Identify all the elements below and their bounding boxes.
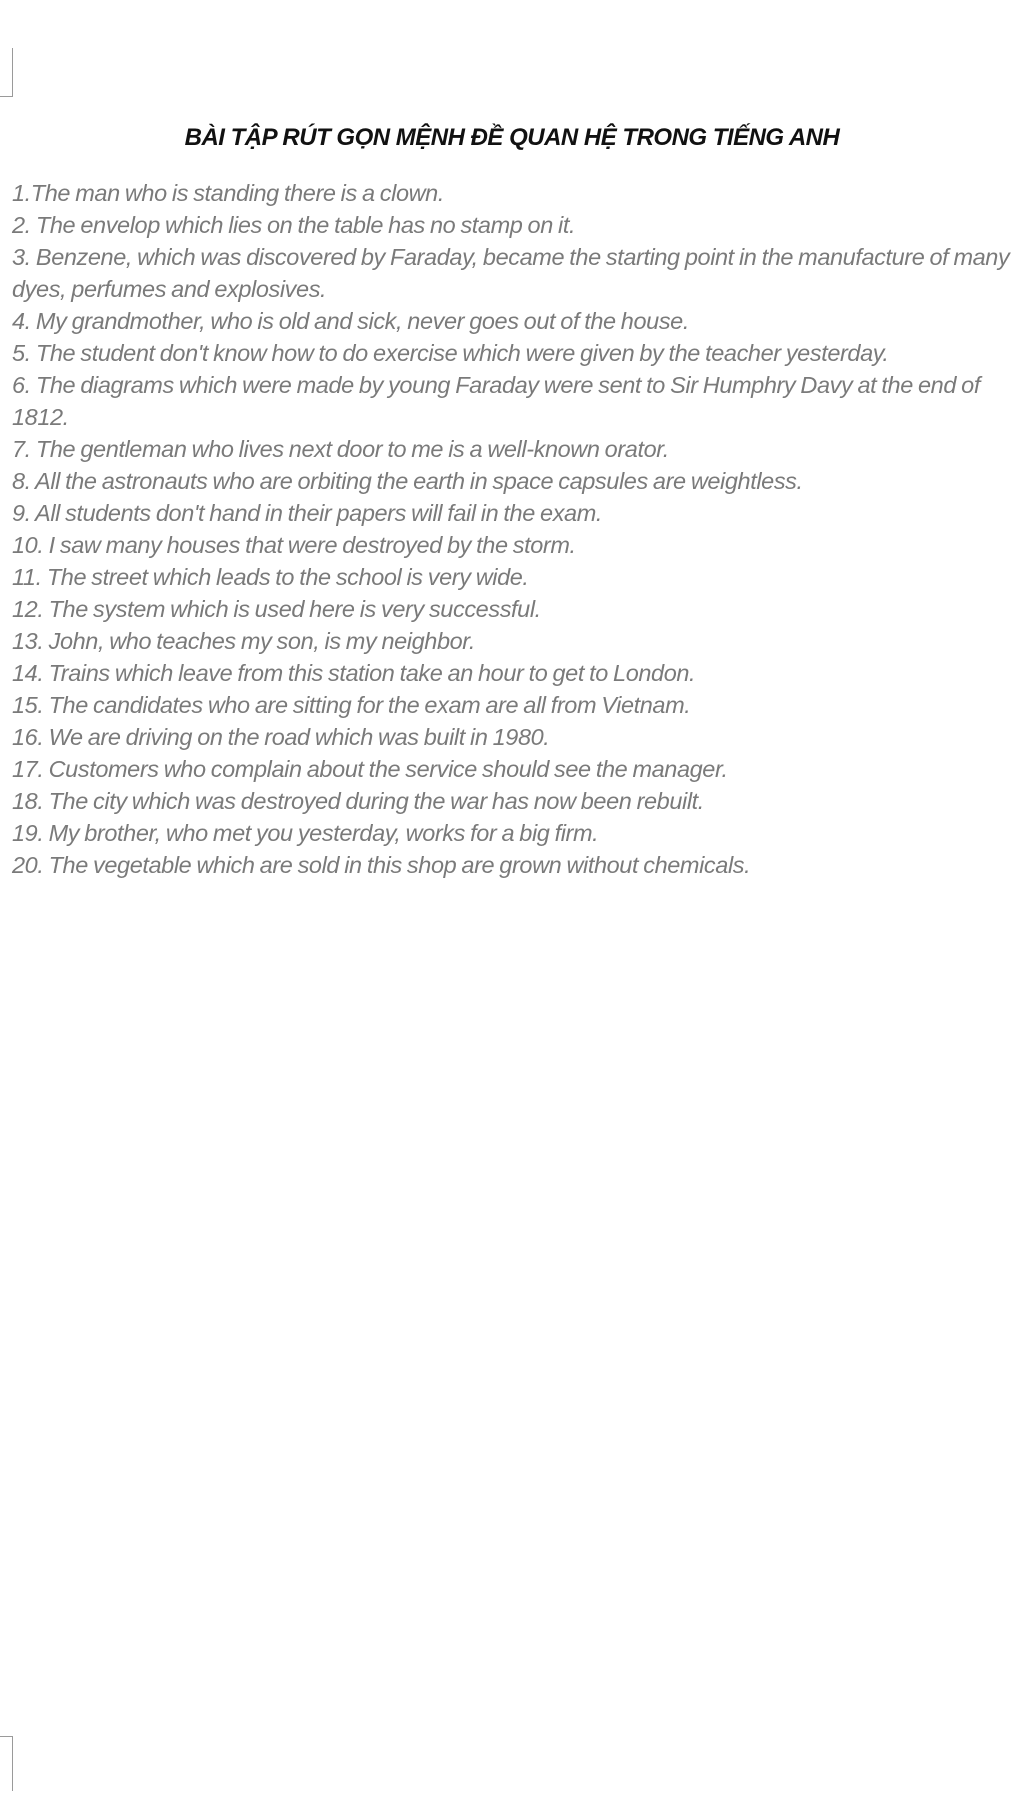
list-item: 13. John, who teaches my son, is my neighbor. <box>12 628 475 654</box>
list-item: 3. Benzene, which was discovered by Faraday, became the starting point in the manufacture of many dyes, perfumes and explosives. <box>12 244 1010 302</box>
list-item: 15. The candidates who are sitting for the exam are all from Vietnam. <box>12 692 691 718</box>
exercise-list <box>12 177 1016 881</box>
list-item: 16. We are driving on the road which was built in 1980. <box>12 724 550 750</box>
list-item: 1.The man who is standing there is a clown. <box>12 180 444 206</box>
list-item: 4. My grandmother, who is old and sick, never goes out of the house. <box>12 308 689 334</box>
list-item: 2. The envelop which lies on the table has no stamp on it. <box>12 212 576 238</box>
list-item: 5. The student don't know how to do exercise which were given by the teacher yesterday. <box>12 340 889 366</box>
list-item: 14. Trains which leave from this station take an hour to get to London. <box>12 660 696 686</box>
list-item: 20. The vegetable which are sold in this shop are grown without chemicals. <box>12 852 751 878</box>
list-item: 9. All students don't hand in their papers will fail in the exam. <box>12 500 603 526</box>
list-item: 12. The system which is used here is very successful. <box>12 596 541 622</box>
list-item: 19. My brother, who met you yesterday, works for a big firm. <box>12 820 599 846</box>
page-title: BÀI TẬP RÚT GỌN MỆNH ĐỀ QUAN HỆ TRONG TIẾNG ANH <box>184 124 840 151</box>
list-item: 17. Customers who complain about the service should see the manager. <box>12 756 728 782</box>
page-corner-mark-top <box>0 48 13 97</box>
page-corner-mark-bottom <box>0 1736 13 1791</box>
list-item: 10. I saw many houses that were destroyed by the storm. <box>12 532 576 558</box>
list-item: 6. The diagrams which were made by young Faraday were sent to Sir Humphry Davy at the end of 1812. <box>12 372 980 430</box>
list-item: 7. The gentleman who lives next door to me is a well-known orator. <box>12 436 669 462</box>
list-item: 18. The city which was destroyed during the war has now been rebuilt. <box>12 788 704 814</box>
list-item: 8. All the astronauts who are orbiting the earth in space capsules are weightless. <box>12 468 803 494</box>
list-item: 11. The street which leads to the school is very wide. <box>12 564 529 590</box>
